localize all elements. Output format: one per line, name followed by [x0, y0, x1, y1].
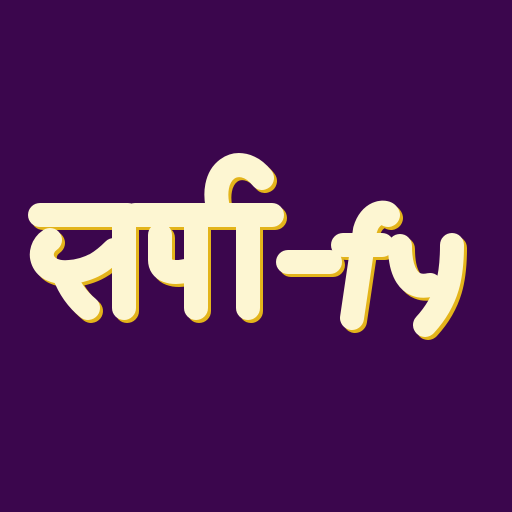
logo-fill-layer	[40, 165, 452, 325]
